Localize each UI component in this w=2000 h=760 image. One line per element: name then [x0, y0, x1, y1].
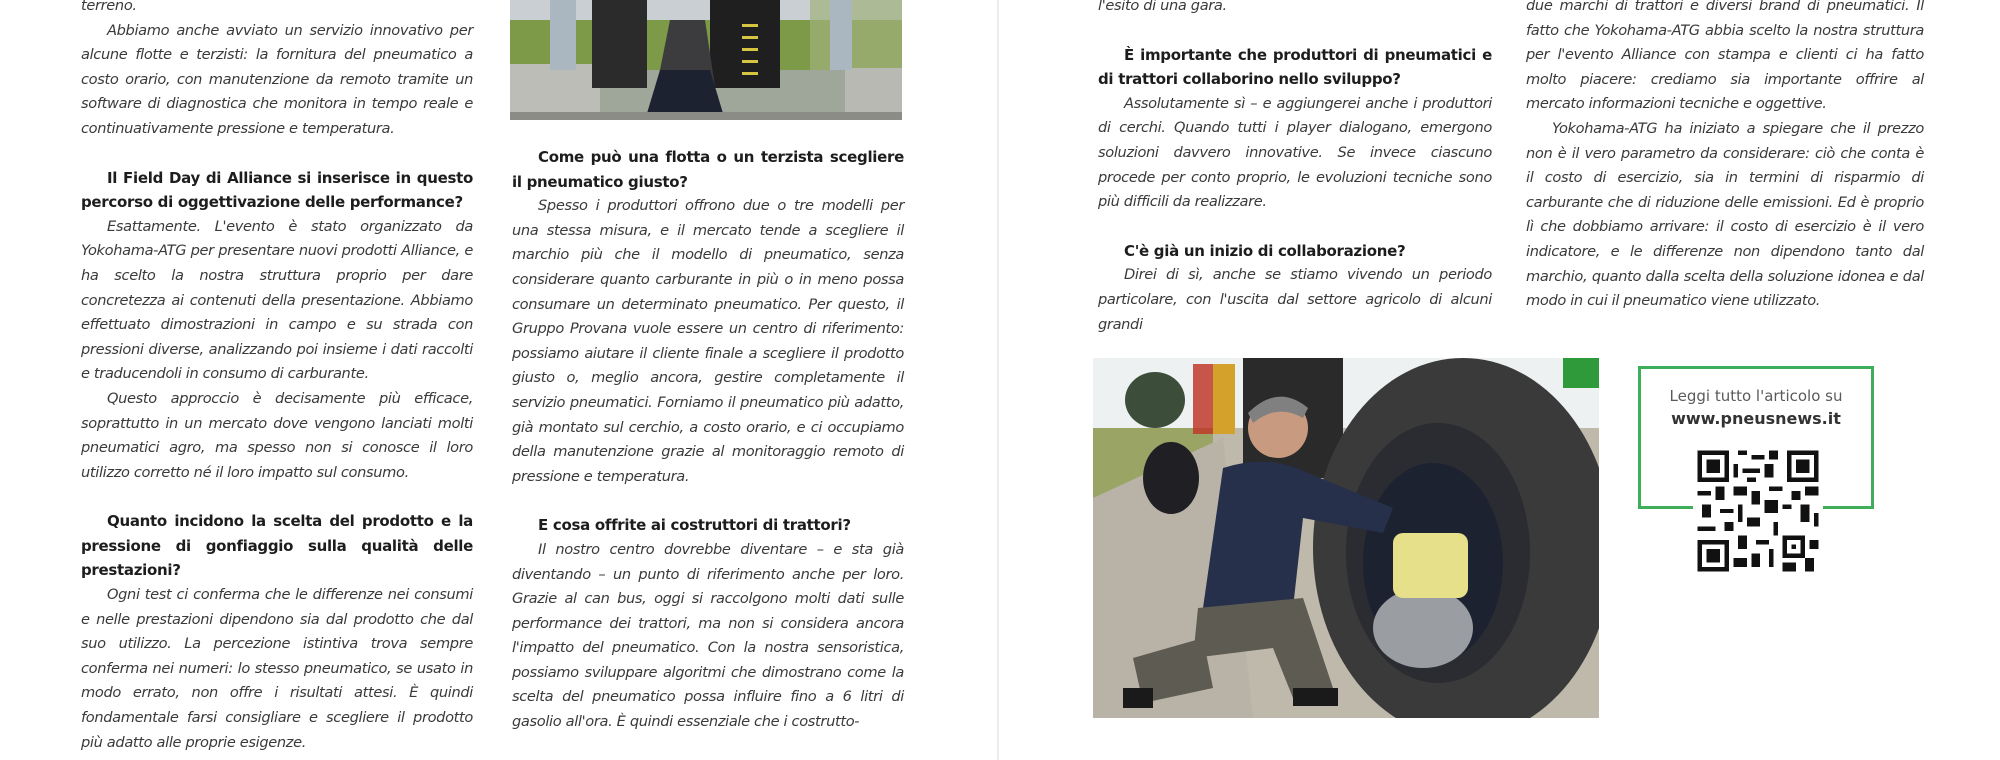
page-gutter-divider	[997, 0, 999, 760]
right-page-column-1	[1098, 0, 1492, 337]
paragraph: terreno.	[81, 0, 137, 14]
paragraph: Abbiamo anche avviato un servizio innovativo per alcune flotte e terzisti: la fornitura del pneumatico a costo orario, con manutenzione da remoto tramite un software di diagnostica che monitora in tempo reale e continuativamente pressione e temperatura.	[81, 21, 473, 137]
gate-photo	[510, 0, 902, 120]
interview-question: È importante che produttori di pneumatici e di trattori collaborino nello sviluppo?	[1098, 45, 1492, 89]
interview-answer: Ogni test ci conferma che le differenze nei consumi e nelle prestazioni dipendono sia dal prodotto che dal suo utilizzo. La percezione istintiva trova sempre conferma nei numeri: lo stesso pneumatico, se usato in modo errato, non offre i risultati attesi. È quindi fondamentale farsi consigliare e scegliere il prodotto più adatto alle proprie esigenze.	[81, 586, 473, 751]
read-more-lead: Leggi tutto l'articolo su	[1669, 387, 1843, 405]
interview-question: Come può una flotta o un terzista scegliere il pneumatico giusto?	[512, 148, 904, 191]
left-page-column-1	[81, 0, 473, 755]
qr-code-icon[interactable]	[1693, 444, 1823, 578]
website-link[interactable]: www.pneusnews.it	[1671, 409, 1841, 428]
interview-answer: Assolutamente sì – e aggiungerei anche i produttori di cerchi. Quando tutti i player dialogano, emergono soluzioni davvero innovative. Se invece ciascuno procede per conto proprio, le evoluzioni tecniche sono più difficili da realizzare.	[1098, 94, 1492, 211]
interview-question: C'è già un inizio di collaborazione?	[1124, 241, 1406, 260]
interview-question: Quanto incidono la scelta del prodotto e la pressione di gonfiaggio sulla qualità delle prestazioni?	[81, 512, 473, 580]
left-page-column-2	[512, 145, 904, 735]
paragraph: l'esito di una gara.	[1098, 0, 1227, 14]
interview-answer: Il nostro centro dovrebbe diventare – e sta già diventando – un punto di riferimento anche per loro. Grazie al can bus, oggi si raccolgono molti dati sulle performance dei trattori, ma non si considera ancora l'impatto del pneumatico. Con la nostra sensoristica, possiamo sviluppare algoritmi che dimostrano come la scelta del pneumatico possa influire fino a 6 litri di gasolio all'ora. È quindi essenziale che i costrutto-	[512, 540, 904, 731]
interview-question: E cosa offrite ai costruttori di trattori?	[538, 516, 851, 535]
interview-answer: Spesso i produttori offrono due o tre modelli per una stessa misura, e il mercato tende a scegliere il marchio più che il modello di pneumatico, senza considerare quanto carburante in più o in meno possa consumare un determinato pneumatico. Per questo, il Gruppo Provana vuole essere un centro di riferimento: possiamo aiutare il cliente finale a scegliere il prodotto giusto o, meglio ancora, gestire completamente il servizio pneumatici. Forniamo il pneumatico più adatto, già montato sul cerchio, a costo orario, e ci occupiamo della manutenzione grazie al monitoraggio remoto di pressione e temperatura.	[512, 197, 904, 485]
right-page-column-2	[1526, 0, 1924, 314]
paragraph: due marchi di trattori e diversi brand di pneumatici. Il fatto che Yokohama-ATG abbia scelto la nostra struttura per l'evento Alliance con stampa e clienti ci ha fatto molto piacere: crediamo sia importante offrire al mercato informazioni tecniche e oggettive.	[1526, 0, 1924, 113]
interview-answer: Questo approccio è decisamente più efficace, soprattutto in un mercato dove vengono lanciati molti pneumatici agro, ma spesso non si conosce il loro utilizzo corretto né il loro impatto sul consumo.	[81, 389, 473, 481]
tire-technician-photo	[1093, 358, 1599, 718]
interview-question: Il Field Day di Alliance si inserisce in questo percorso di oggettivazione delle performance?	[81, 168, 473, 212]
interview-answer: Esattamente. L'evento è stato organizzato da Yokohama-ATG per presentare nuovi prodotti Alliance, e ha scelto la nostra struttura proprio per dare concretezza ai contenuti della presentazione. Abbiamo effettuato dimostrazioni in campo e su strada con pressioni diverse, analizzando poi insieme i dati raccolti e traducendoli in consumo di carburante.	[81, 217, 473, 383]
interview-answer: Direi di sì, anche se stiamo vivendo un periodo particolare, con l'uscita dal settore agricolo di alcuni grandi	[1098, 266, 1492, 333]
paragraph: Yokohama-ATG ha iniziato a spiegare che il prezzo non è il vero parametro da considerare: ciò che conta è il costo di esercizio, sia in termini di risparmio di carburante che di riduzione delle emissioni. Ed è proprio lì che dobbiamo arrivare: il costo di esercizio è il vero indicatore, e le differenze non dipendono tanto dal marchio, quanto dalla scelta della soluzione idonea e dal modo in cui il pneumatico viene utilizzato.	[1526, 119, 1924, 310]
